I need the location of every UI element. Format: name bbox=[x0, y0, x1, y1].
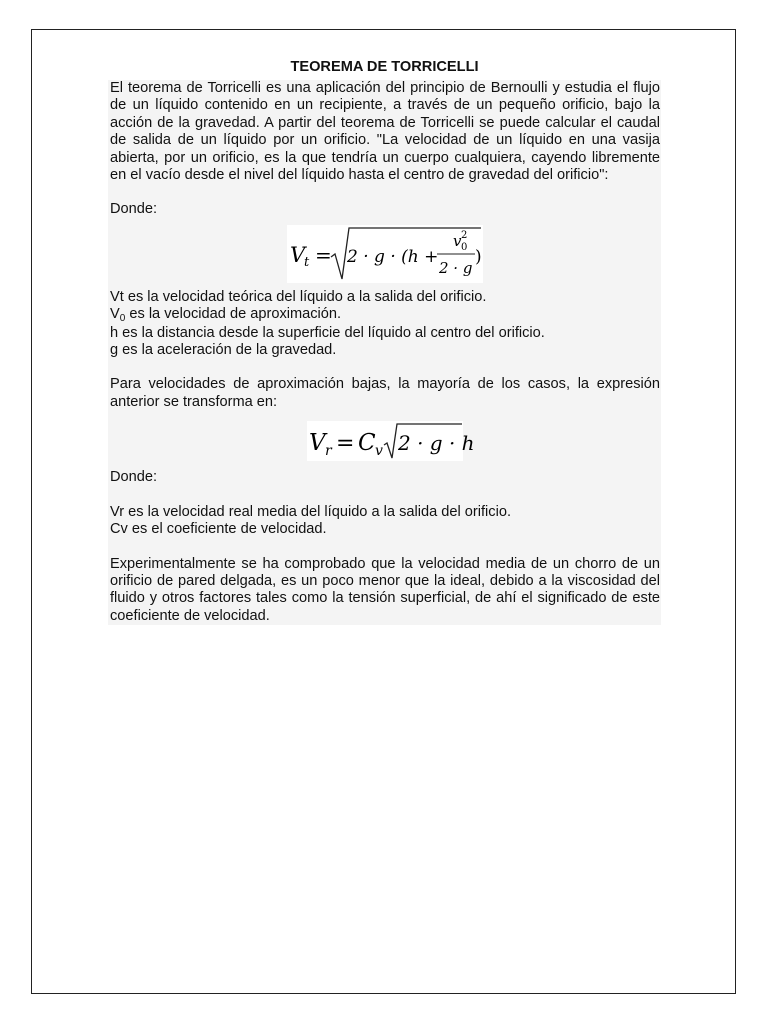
formula1-close: ) bbox=[474, 246, 482, 267]
formula2-coef-sub: v bbox=[374, 443, 383, 460]
formula2-body: 2 · g · h bbox=[397, 431, 475, 456]
formula1-lhs-sub: t bbox=[303, 254, 309, 270]
intro-paragraph: El teorema de Torricelli es una aplicación del principio de Bernoulli y estudia el flujo de un líquido contenido en un recipiente, a través de un pequeño orificio, bajo la acción de la gravedad. A partir del teorema de Torricelli se puede calcular el caudal de salida de un líquido por un orificio. "La velocidad de un líquido en una vasija abierta, por un orificio, es la que tendría un cuerpo cualquiera, cayendo libremente en el vacío desde el nivel del líquido hasta el centro de gravedad del orificio": bbox=[110, 80, 660, 184]
real-velocity-formula bbox=[307, 421, 475, 461]
def-h: h es la distancia desde la superficie del líquido al centro del orificio. bbox=[110, 324, 545, 341]
donde-label-2: Donde: bbox=[110, 469, 158, 486]
formula1-eq: = bbox=[314, 242, 332, 267]
document-body bbox=[108, 80, 661, 625]
def-v0: $V_0$ es la velocidad de aproximación. bbox=[110, 306, 342, 325]
formula1-num-sub: 0 bbox=[460, 241, 467, 253]
formula2-lhs-sub: r bbox=[324, 443, 332, 460]
closing-paragraph: Experimentalmente se ha comprobado que la velocidad media de un chorro de un orificio de pared delgada, es un poco menor que la ideal, debido a la viscosidad del fluido y otros factores tales como la tensión superficial, de ahí el significado de este coeficiente de velocidad. bbox=[110, 555, 660, 624]
formula2-lhs: V bbox=[308, 430, 326, 457]
formula1-numerator: v bbox=[452, 231, 461, 250]
formula1-denominator: 2 · g bbox=[438, 258, 472, 277]
def-g: g es la aceleración de la gravedad. bbox=[110, 342, 337, 359]
formula1-lhs: V bbox=[289, 242, 305, 267]
def-cv: Cv es el coeficiente de velocidad. bbox=[110, 521, 327, 538]
torricelli-formula bbox=[287, 225, 483, 283]
def-vt: Vt es la velocidad teórica del líquido a la salida del orificio. bbox=[110, 288, 487, 305]
formula2-coef: C bbox=[357, 430, 376, 457]
formula1-body: 2 · g · (h + bbox=[346, 246, 438, 267]
formula1-num-sup: 2 bbox=[460, 229, 467, 241]
donde-label-1: Donde: bbox=[110, 201, 158, 218]
transition-paragraph: Para velocidades de aproximación bajas, la mayoría de los casos, la expresión anterior se transforma en: bbox=[110, 376, 660, 410]
document-title: TEOREMA DE TORRICELLI bbox=[290, 59, 479, 75]
formula2-eq: = bbox=[335, 431, 354, 457]
def-vr: Vr es la velocidad real media del líquido a la salida del orificio. bbox=[110, 503, 512, 520]
